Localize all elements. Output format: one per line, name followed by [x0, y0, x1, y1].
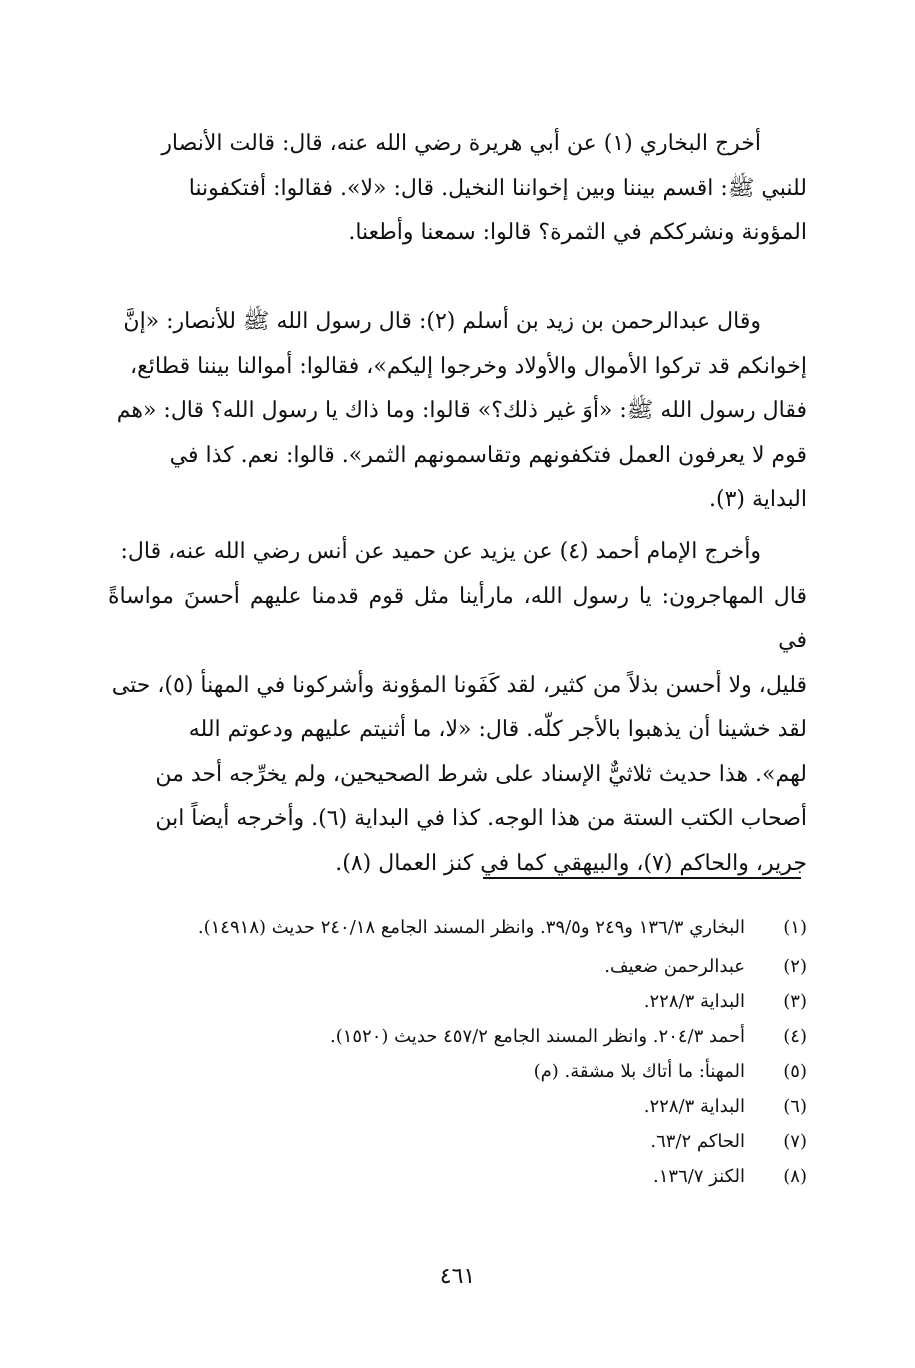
footnote-text: المهنأ: ما أتاك بلا مشقة. (م) [533, 1061, 745, 1082]
footnote-number: (٨) [783, 1166, 807, 1187]
paragraph-line: أخرج البخاري (١) عن أبي هريرة رضي الله عنه، قال: قالت الأنصار [161, 131, 761, 156]
paragraph-line: لهم». هذا حديث ثلاثيٌّ الإسناد على شرط الصحيحين، ولم يخرِّجه أحد من [155, 761, 807, 787]
footnote-1 [108, 910, 807, 945]
paragraph-line: أصحاب الكتب الستة من هذا الوجه. كذا في البداية (٦). وأخرجه أيضاً ابن [155, 806, 807, 831]
footnote-number: (٥) [783, 1061, 807, 1082]
footnote-text: البخاري ١٣٦/٣ و٢٤٩ و٣٩/٥. وانظر المسند الجامع ٢٤٠/١٨ حديث (١٤٩١٨). [197, 917, 745, 938]
paragraph-line: فقال رسول الله ﷺ: «أوَ غير ذلك؟» قالوا: وما ذاك يا رسول الله؟ قال: «هم [116, 398, 807, 423]
paragraph-line: المؤونة ونشرككم في الثمرة؟ قالوا: سمعنا وأطعنا. [348, 220, 807, 245]
paragraph-2 [108, 300, 807, 523]
paragraph-line: البداية (٣). [708, 487, 807, 512]
footnote-4 [108, 1019, 807, 1054]
footnote-text: البداية ٢٢٨/٣. [643, 1096, 745, 1117]
paragraph-line: لقد خشينا أن يذهبوا بالأجر كلّه. قال: «لا، ما أثنيتم عليهم ودعوتم الله [188, 717, 807, 742]
paragraph-line: وأخرج الإمام أحمد (٤) عن يزيد عن حميد عن أنس رضي الله عنه، قال: [120, 539, 761, 564]
paragraph-line: قوم لا يعرفون العمل فتكفونهم وتقاسمونهم الثمر». قالوا: نعم. كذا في [169, 442, 807, 468]
footnote-number: (٣) [783, 991, 807, 1012]
footnote-number: (٤) [783, 1026, 807, 1047]
footnote-separator [483, 877, 801, 879]
footnote-text: أحمد ٢٠٤/٣. وانظر المسند الجامع ٤٥٧/٢ حديث (١٥٢٠). [329, 1026, 745, 1047]
footnote-number: (٢) [783, 956, 807, 977]
footnote-number: (٦) [783, 1096, 807, 1117]
paragraph-line: جرير، والحاكم (٧)، والبيهقي كما في كنز العمال (٨). [335, 850, 807, 876]
page-number: ٤٦١ [439, 1264, 476, 1289]
paragraph-line: إخوانكم قد تركوا الأموال والأولاد وخرجوا إليكم»، فقالوا: أموالنا بيننا قطائع، [129, 353, 807, 379]
footnote-8 [108, 1159, 807, 1194]
footnote-number: (١) [783, 917, 807, 938]
footnote-6 [108, 1089, 807, 1124]
footnote-text: الكنز ١٣٦/٧. [653, 1166, 745, 1187]
footnote-3 [108, 984, 807, 1019]
footnote-2 [108, 949, 807, 984]
paragraph-1 [108, 122, 807, 256]
paragraph-line: قال المهاجرون: يا رسول الله، مارأينا مثل قوم قدمنا عليهم أحسنَ مواساةً في [108, 583, 807, 653]
paragraph-line: قليل، ولا أحسن بذلاً من كثير، لقد كَفَونا المؤونة وأشركونا في المهنأ (٥)، حتى [111, 672, 807, 698]
paragraph-line: للنبي ﷺ: اقسم بيننا وبين إخواننا النخيل. قال: «لا». فقالوا: أفتكفوننا [188, 175, 807, 201]
paragraph-line: وقال عبدالرحمن بن زيد بن أسلم (٢): قال رسول الله ﷺ للأنصار: «إنَّ [123, 309, 761, 334]
footnote-number: (٧) [783, 1131, 807, 1152]
footnote-text: الحاكم ٦٣/٢. [650, 1131, 745, 1152]
footnote-text: البداية ٢٢٨/٣. [643, 991, 745, 1012]
footnote-7 [108, 1124, 807, 1159]
footnote-5 [108, 1054, 807, 1089]
footnotes [108, 910, 807, 1194]
paragraph-3 [108, 530, 807, 886]
footnote-text: عبدالرحمن ضعيف. [604, 956, 745, 977]
